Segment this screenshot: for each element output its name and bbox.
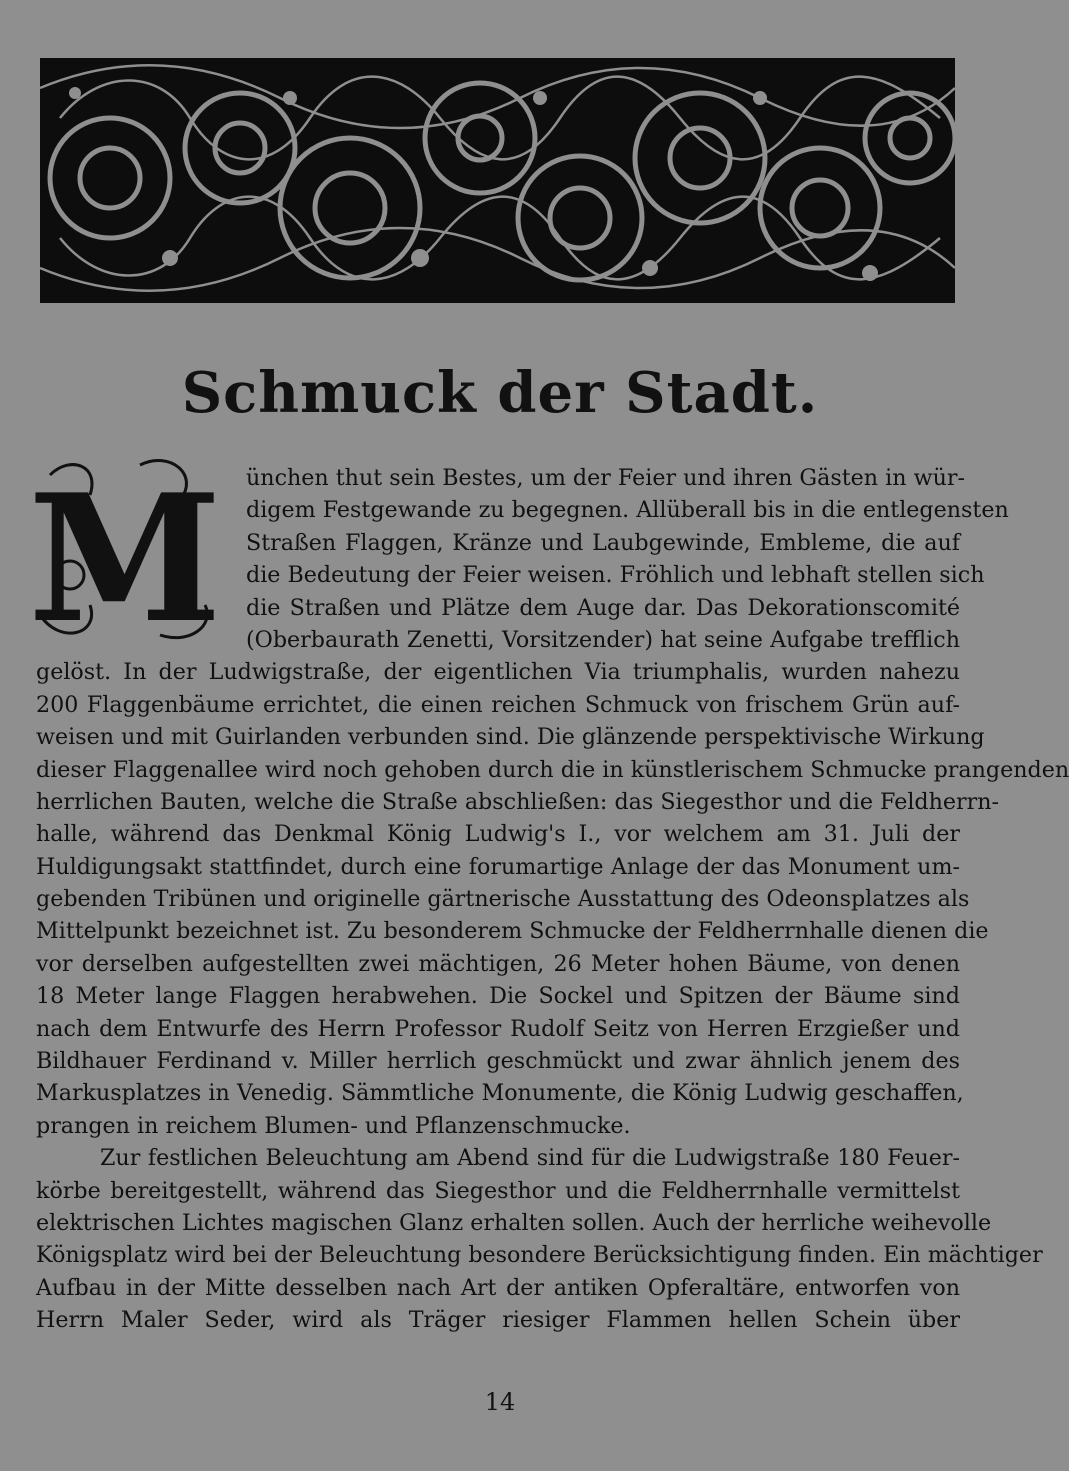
text-line: (Oberbaurath Zenetti, Vorsitzender) hat seine Aufgabe trefflich	[246, 626, 960, 653]
text-line: Aufbau in der Mitte desselben nach Art der antiken Opferaltäre, entworfen von	[36, 1274, 960, 1301]
text-line: Herrn Maler Seder, wird als Träger riesiger Flammen hellen Schein über	[36, 1307, 960, 1334]
text-line: herrlichen Bauten, welche die Straße abschließen: das Siegesthor und die Feldherrn-	[36, 788, 1000, 815]
text-line: weisen und mit Guirlanden verbunden sind. Die glänzende perspektivische Wirkung	[36, 724, 985, 751]
text-line: dieser Flaggenallee wird noch gehoben durch die in künstlerischem Schmucke prangenden	[36, 756, 1069, 783]
text-line: gebenden Tribünen und originelle gärtnerische Ausstattung des Odeonsplatzes als	[36, 886, 970, 913]
text-line: gelöst. In der Ludwigstraße, der eigentlichen Via triumphalis, wurden nahezu	[36, 659, 960, 686]
text-line: die Straßen und Plätze dem Auge dar. Das Dekorationscomité	[246, 594, 960, 621]
text-line: die Bedeutung der Feier weisen. Fröhlich und lebhaft stellen sich	[246, 562, 985, 589]
text-line: Zur festlichen Beleuchtung am Abend sind für die Ludwigstraße 180 Feuer-	[100, 1145, 960, 1172]
text-line: halle, während das Denkmal König Ludwig's I., vor welchem am 31. Juli der	[36, 821, 960, 848]
text-line: körbe bereitgestellt, während das Siegesthor und die Feldherrnhalle vermittelst	[36, 1177, 960, 1204]
text-line: Markusplatzes in Venedig. Sämmtliche Monumente, die König Ludwig geschaffen,	[36, 1080, 964, 1107]
article-body	[36, 462, 1069, 1337]
text-line: prangen in reichem Blumen- und Pflanzenschmucke.	[36, 1112, 631, 1139]
text-line: Huldigungsakt stattfindet, durch eine forumartige Anlage der das Monument um-	[36, 853, 960, 880]
text-line: 200 Flaggenbäume errichtet, die einen reichen Schmuck von frischem Grün auf-	[36, 691, 960, 718]
text-line: Mittelpunkt bezeichnet ist. Zu besonderem Schmucke der Feldherrnhalle dienen die	[36, 918, 989, 945]
text-line: elektrischen Lichtes magischen Glanz erhalten sollen. Auch der herrliche weihevolle	[36, 1209, 992, 1236]
text-line: 18 Meter lange Flaggen herabwehen. Die Sockel und Spitzen der Bäume sind	[36, 983, 960, 1010]
text-line: vor derselben aufgestellten zwei mächtigen, 26 Meter hohen Bäume, von denen	[36, 950, 960, 977]
text-line: Bildhauer Ferdinand v. Miller herrlich geschmückt und zwar ähnlich jenem des	[36, 1048, 960, 1075]
page-number: 14	[484, 1388, 516, 1416]
text-line: ünchen thut sein Bestes, um der Feier und ihren Gästen in wür-	[246, 465, 965, 491]
text-line: Königsplatz wird bei der Beleuchtung besondere Berücksichtigung finden. Ein mächtiger	[36, 1242, 1043, 1269]
text-line: nach dem Entwurfe des Herrn Professor Rudolf Seitz von Herren Erzgießer und	[36, 1015, 960, 1042]
page-title: Schmuck der Stadt.	[181, 360, 819, 426]
text-line: Straßen Flaggen, Kränze und Laubgewinde, Embleme, die auf	[246, 529, 960, 556]
ornamental-header-band	[40, 58, 955, 303]
initial-letter-glyph: M	[28, 457, 222, 662]
text-line: digem Festgewande zu begegnen. Allüberall bis in die entlegensten	[246, 497, 1009, 524]
